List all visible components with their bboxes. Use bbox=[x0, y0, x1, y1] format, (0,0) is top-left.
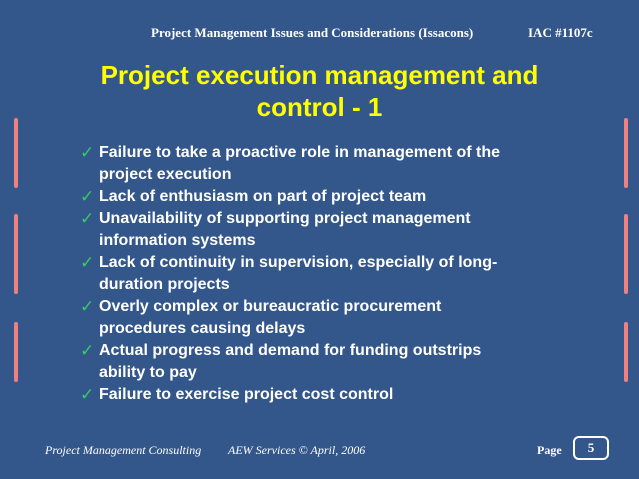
bullet-text: Unavailability of supporting project management bbox=[99, 210, 471, 227]
bullet-list bbox=[80, 142, 580, 406]
bullet-text: information systems bbox=[99, 232, 256, 249]
bullet-text: procedures causing delays bbox=[99, 320, 306, 337]
slide-title-line: Project execution management and bbox=[100, 60, 539, 90]
bullet-text: Actual progress and demand for funding outstrips bbox=[99, 342, 482, 359]
footer-page-label: Page bbox=[537, 443, 562, 457]
checkmark-icon: ✓ bbox=[80, 297, 95, 317]
slide-header bbox=[0, 25, 639, 41]
slide-title-line: control - 1 bbox=[256, 92, 383, 122]
bullet-text: Failure to take a proactive role in management of the bbox=[99, 144, 500, 161]
checkmark-icon: ✓ bbox=[80, 253, 95, 273]
bullet-item bbox=[80, 340, 580, 384]
bullet-text: Lack of continuity in supervision, especially of long- bbox=[99, 254, 498, 271]
bullet-text: project execution bbox=[99, 166, 232, 183]
footer-company: Project Management Consulting bbox=[45, 443, 202, 457]
slide-title bbox=[0, 59, 639, 123]
bullet-text: duration projects bbox=[99, 276, 230, 293]
page-number-box: 5 bbox=[573, 436, 609, 460]
checkmark-icon: ✓ bbox=[80, 385, 95, 405]
left-accent-bar-middle bbox=[14, 214, 18, 294]
bullet-item bbox=[80, 252, 580, 296]
bullet-item bbox=[80, 208, 580, 252]
right-accent-bar-middle bbox=[624, 214, 628, 294]
bullet-item bbox=[80, 186, 580, 208]
slide-footer bbox=[0, 443, 639, 459]
bullet-text: Failure to exercise project cost control bbox=[99, 386, 394, 403]
left-accent-bar-top bbox=[14, 118, 18, 188]
left-accent-bar-bottom bbox=[14, 322, 18, 382]
bullet-item bbox=[80, 296, 580, 340]
header-title: Project Management Issues and Considerations (Issacons) bbox=[151, 25, 474, 40]
bullet-text: Overly complex or bureaucratic procurement bbox=[99, 298, 442, 315]
bullet-text: ability to pay bbox=[99, 364, 197, 381]
bullet-text: Lack of enthusiasm on part of project team bbox=[99, 188, 427, 205]
right-accent-bar-top bbox=[624, 118, 628, 188]
header-code: IAC #1107c bbox=[528, 25, 593, 40]
checkmark-icon: ✓ bbox=[80, 341, 95, 361]
checkmark-icon: ✓ bbox=[80, 209, 95, 229]
bullet-item bbox=[80, 384, 580, 406]
bullet-item bbox=[80, 142, 580, 186]
footer-copyright: AEW Services © April, 2006 bbox=[228, 443, 366, 457]
checkmark-icon: ✓ bbox=[80, 143, 95, 163]
right-accent-bar-bottom bbox=[624, 322, 628, 382]
checkmark-icon: ✓ bbox=[80, 187, 95, 207]
